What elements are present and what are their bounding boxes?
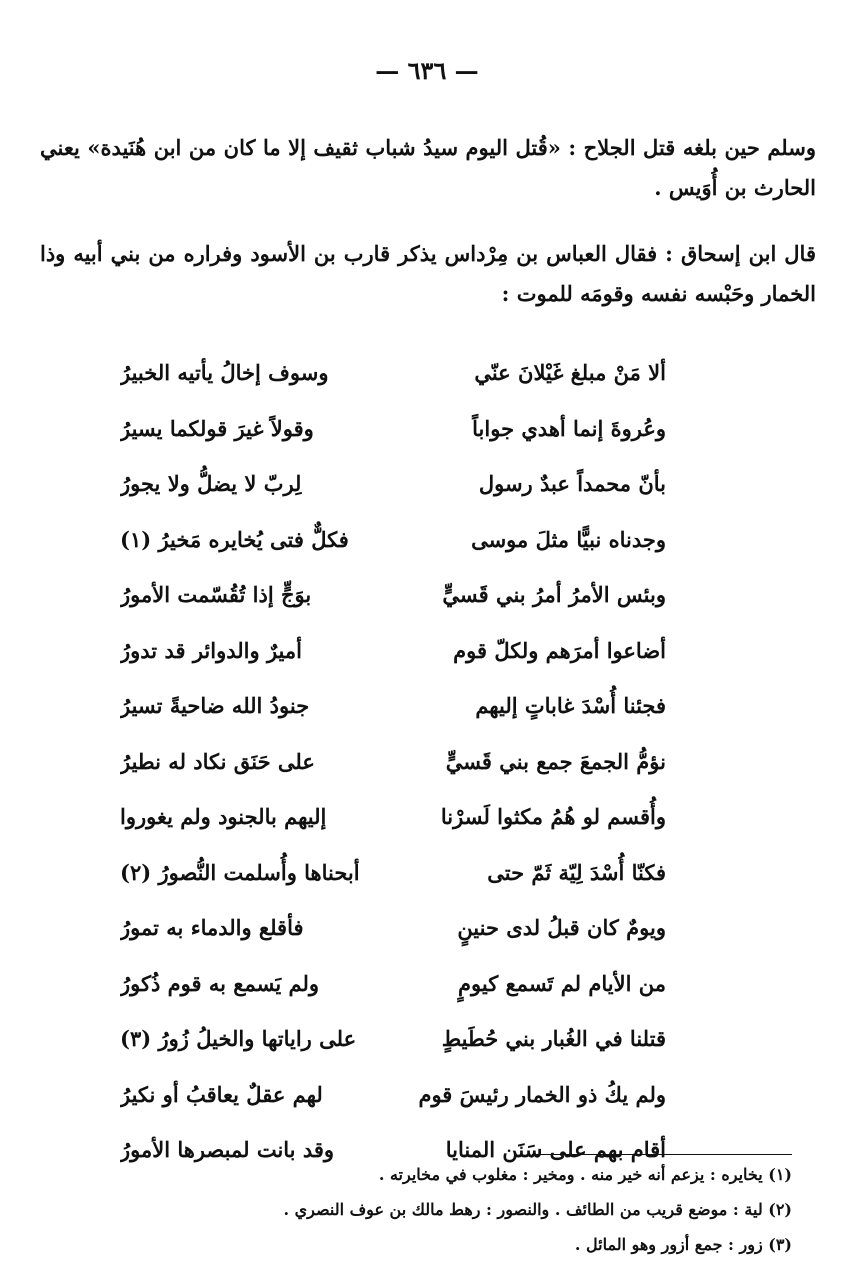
verse-second-hemistich: على حَنَق نكاد له نطيرُ — [120, 748, 315, 774]
verse-second-hemistich: جنودُ الله ضاحيةً تسيرُ — [120, 693, 310, 718]
verse-first-hemistich: فكنّا أُسْدَ لِيّة ثَمّ حتى — [487, 859, 666, 885]
verse-first-hemistich: أقام بهم على سَنَن المنايا — [445, 1137, 666, 1162]
footnote: (١) يخايره : يزعم أنه خير منه . ومخير : مغلوب في مخايرته . — [378, 1165, 792, 1184]
verse-second-hemistich: ولم يَسمع به قوم ذُكورُ — [120, 970, 319, 996]
poem-verse — [120, 956, 666, 1012]
page-number: — ٦٣٦ — — [375, 56, 479, 85]
prose-paragraph: وسلم حين بلغه قتل الجلاح : «قُتل اليوم سيدُ شباب ثقيف إلا ما كان من ابن هُنَيدة» يعني الحارث بن أُوَيس . — [40, 135, 816, 200]
verse-first-hemistich: وبئس الأمرُ أمرُ بني قَسيٍّ — [442, 582, 666, 607]
poem-verse — [120, 734, 666, 790]
verse-first-hemistich: ولم يكُ ذو الخمار رئيسَ قوم — [418, 1081, 666, 1107]
verse-first-hemistich: بأنّ محمداً عبدٌ رسول — [478, 471, 666, 496]
verse-first-hemistich: أضاعوا أمرَهم ولكلّ قوم — [453, 637, 666, 663]
verse-second-hemistich: لهم عقلٌ يعاقبُ أو نكيرُ — [120, 1081, 323, 1107]
verse-second-hemistich: على راياتها والخيلُ زُورُ (٣) — [120, 1026, 357, 1051]
verse-second-hemistich: أميرٌ والدوائر قد تدورُ — [120, 637, 302, 663]
footnote: (٣) زور : جمع أزور وهو المائل . — [574, 1235, 792, 1254]
verse-second-hemistich: إليهم بالجنود ولم يغوروا — [120, 804, 327, 829]
poem-verse — [120, 900, 666, 956]
verse-second-hemistich: فكلٌّ فتى يُخايره مَخيرُ (١) — [120, 526, 349, 552]
verse-second-hemistich: وقولاً غيرَ قولكما يسيرُ — [120, 415, 314, 441]
verse-first-hemistich: قتلنا في الغُبار بني حُطَيطٍ — [441, 1026, 666, 1051]
verse-second-hemistich: وسوف إخالُ يأتيه الخبيرُ — [120, 360, 329, 385]
verse-second-hemistich: أبحناها وأُسلمت النُّصورُ (٢) — [120, 859, 360, 885]
poem-verse — [120, 678, 666, 734]
verse-first-hemistich: من الأيام لم تَسمع كيومٍ — [458, 970, 666, 996]
poem-verse — [120, 401, 666, 457]
verse-second-hemistich: لِربّ لا يضلُّ ولا يجورُ — [120, 471, 302, 496]
verse-first-hemistich: وجدناه نبيًّا مثلَ موسى — [471, 526, 666, 552]
poem-verse — [120, 1011, 666, 1067]
poem-verse — [120, 345, 666, 401]
poem-verse — [120, 512, 666, 568]
verse-second-hemistich: بوَجٍّ إذا تُقُسّمت الأمورُ — [120, 582, 312, 607]
verse-first-hemistich: فجئنا أُسْدَ غاباتٍ إليهم — [475, 693, 666, 718]
verse-first-hemistich: وعُروةَ إنما أهدي جواباً — [472, 415, 666, 441]
poem-verse — [120, 845, 666, 901]
poem-verse — [120, 1067, 666, 1123]
verse-first-hemistich: ألا مَنْ مبلغ غَيْلانَ عنّي — [474, 360, 666, 385]
poem-verse — [120, 623, 666, 679]
verse-second-hemistich: وقد بانت لمبصرها الأمورُ — [120, 1137, 335, 1162]
footnote-divider — [532, 1154, 792, 1155]
verse-first-hemistich: نؤمُّ الجمعَ جمع بني قَسيٍّ — [445, 748, 666, 774]
poem-verse — [120, 567, 666, 623]
footnote: (٢) لية : موضع قريب من الطائف . والنصور : رهط مالك بن عوف النصري . — [283, 1200, 792, 1219]
poem-verse — [120, 789, 666, 845]
verse-second-hemistich: فأقلع والدماء به تمورُ — [120, 915, 304, 940]
poem-verse — [120, 456, 666, 512]
poem — [120, 345, 666, 1178]
verse-first-hemistich: ويومٌ كان قبلُ لدى حنينٍ — [457, 915, 666, 940]
prose-paragraph: قال ابن إسحاق : فقال العباس بن مِرْداس يذكر قارب بن الأسود وفراره من بني أبيه وذا الخمار وحَبْسه نفسه وقومَه للموت : — [40, 241, 816, 306]
verse-first-hemistich: وأُقسم لو هُمُ مكثوا لَسرْنا — [440, 804, 666, 829]
footnotes — [92, 1157, 792, 1262]
